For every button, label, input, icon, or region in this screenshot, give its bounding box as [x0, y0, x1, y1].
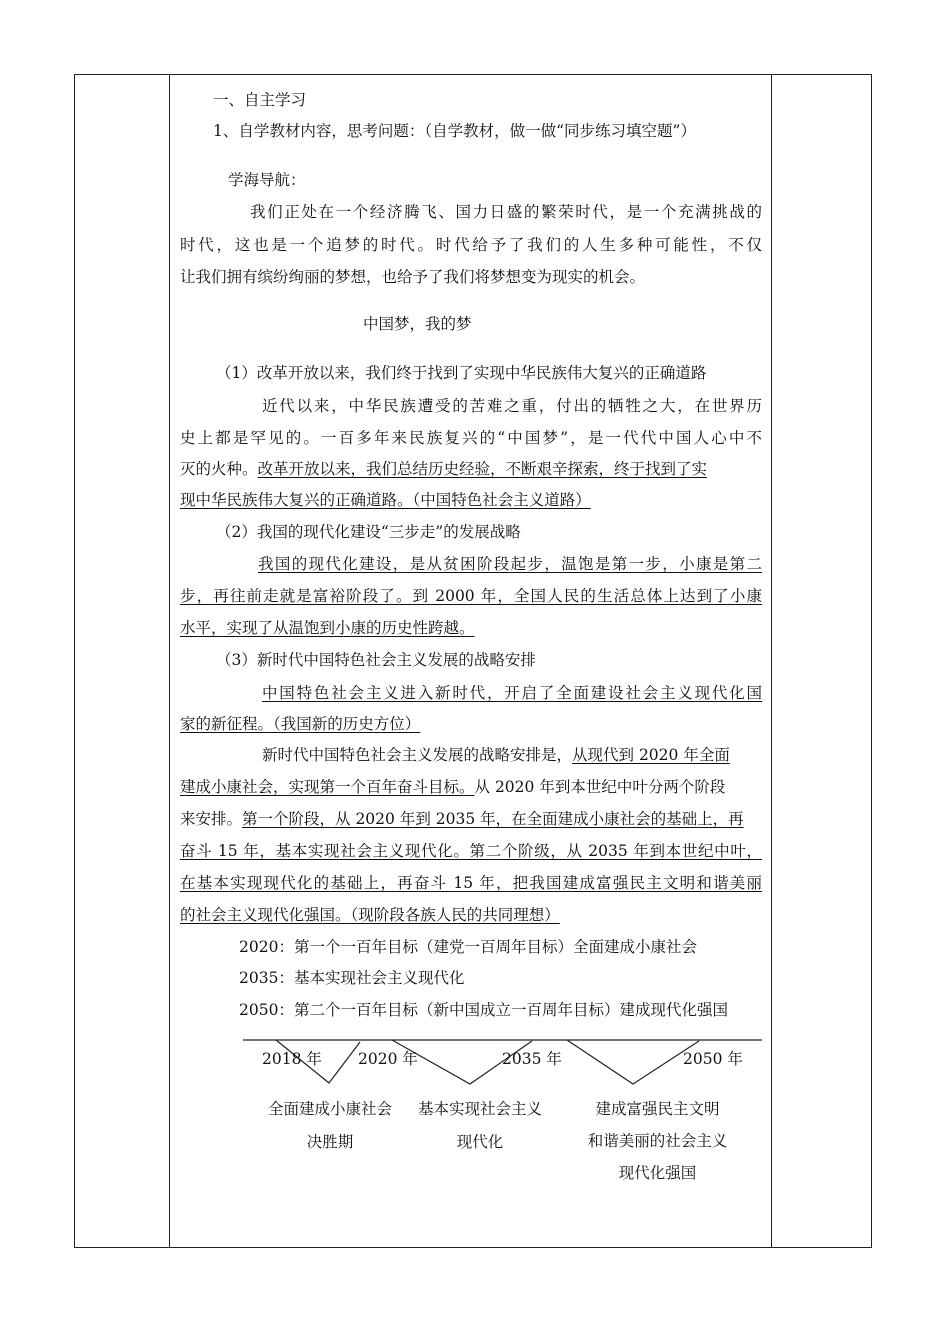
timeline-year: 2050 年	[683, 1050, 743, 1068]
point1-title: （1）改革开放以来，我们终于找到了实现中华民族伟大复兴的正确道路	[216, 364, 707, 382]
point2-line: 我国的现代化建设，是从贫困阶段起步，温饱是第一步，小康是第二	[258, 555, 762, 573]
stage-label: 建成富强民主文明	[595, 1100, 720, 1118]
point3-line: 中国特色社会主义进入新时代，开启了全面建设社会主义现代化国	[262, 684, 762, 702]
point1-line: 近代以来，中华民族遭受的苦难之重，付出的牺牲之大，在世界历	[262, 397, 762, 415]
guide-text-line: 时代，这也是一个追梦的时代。时代给予了我们的人生多种可能性，不仅	[180, 236, 762, 254]
guide-text-line: 我们正处在一个经济腾飞、国力日盛的繁荣时代，是一个充满挑战的	[250, 203, 762, 221]
stage-label: 全面建成小康社会	[267, 1100, 392, 1118]
point1-key-sentence: 现中华民族伟大复兴的正确道路。（中国特色社会主义道路）	[180, 491, 591, 509]
point2-line: 步，再往前走就是富裕阶段了。到 2000 年，全国人民的生活总体上达到了小康	[180, 587, 762, 605]
stage-bracket-3	[567, 1040, 699, 1084]
guide-text-line: 让我们拥有缤纷绚丽的梦想，也给予了我们将梦想变为现实的机会。	[180, 268, 646, 286]
timeline-year: 2035 年	[502, 1050, 562, 1068]
stage-label: 决胜期	[306, 1133, 354, 1151]
timeline-year: 2018 年	[262, 1050, 322, 1068]
timeline-year: 2020 年	[358, 1050, 418, 1068]
milestone-2020: 2020：第一个一百年目标（建党一百周年目标）全面建成小康社会	[239, 938, 697, 956]
stage-label: 现代化强国	[618, 1164, 697, 1182]
section-heading: 一、自主学习	[213, 91, 307, 109]
milestone-2035: 2035：基本实现社会主义现代化	[239, 969, 465, 987]
milestone-2050: 2050：第二个一百年目标（新中国成立一百周年目标）建成现代化强国	[239, 1001, 728, 1019]
stage-label: 基本实现社会主义	[417, 1100, 542, 1118]
point2-line: 水平，实现了从温饱到小康的历史性跨越。	[180, 619, 475, 637]
stage-label: 和谐美丽的社会主义	[587, 1132, 728, 1150]
point3-line: 来安排。第一个阶段，从 2020 年到 2035 年，在全面建成小康社会的基础上，再	[180, 810, 744, 828]
stage-label: 现代化	[456, 1133, 504, 1151]
point3-line: 在基本实现现代化的基础上，再奋斗 15 年，把我国建成富强民主文明和谐美丽	[180, 874, 762, 892]
study-task: 1、自学教材内容，思考问题：（自学教材，做一做“同步练习填空题”）	[213, 122, 696, 140]
point3-line: 的社会主义现代化强国。（现阶段各族人民的共同理想）	[180, 906, 560, 924]
guide-label: 学海导航：	[228, 171, 306, 189]
point1-line: 史上都是罕见的。一百多年来民族复兴的“中国梦”，是一代代中国人心中不	[180, 429, 762, 447]
theme-title: 中国梦，我的梦	[363, 315, 472, 333]
point3-line: 家的新征程。（我国新的历史方位）	[180, 715, 421, 733]
point3-line: 建成小康社会，实现第一个百年奋斗目标。从 2020 年到本世纪中叶分两个阶段	[180, 778, 726, 796]
point3-line: 奋斗 15 年，基本实现社会主义现代化。第二个阶级，从 2035 年到本世纪中叶，	[180, 842, 762, 860]
point3-title: （3）新时代中国特色社会主义发展的战略安排	[216, 651, 536, 669]
point2-title: （2）我国的现代化建设“三步走”的发展战略	[216, 523, 521, 541]
point1-line: 灭的火种。改革开放以来，我们总结历史经验，不断艰辛探索，终于找到了实	[180, 460, 708, 478]
point3-line: 新时代中国特色社会主义发展的战略安排是，从现代到 2020 年全面	[262, 746, 730, 764]
